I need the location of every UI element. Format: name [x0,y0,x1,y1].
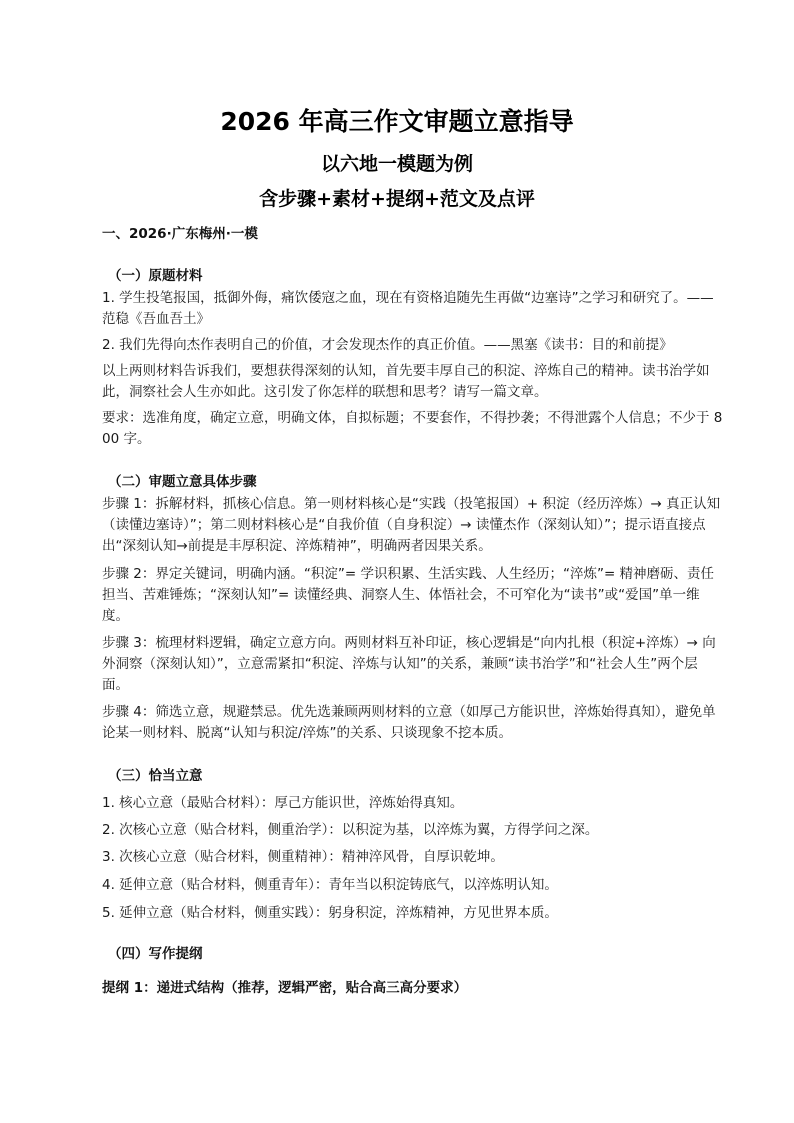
theme-item-5: 5. 延伸立意（贴合材料，侧重实践）：躬身积淀，淬炼精神，方见世界本质。 [102,905,558,921]
step-4-text: 步骤 4：筛选立意，规避禁忌。优先选兼顾两则材料的立意（如厚己方能识世，淬炼始得真知），避免单论某一则材料、脱离“认知与积淀/淬炼”的关系、只谈现象不挖本质。 [102,704,716,741]
subsection-heading-themes: （三）恰当立意 [108,768,203,784]
material-paragraph-1 [102,288,724,330]
step-2-text: 步骤 2：界定关键词，明确内涵。“积淀”= 学识积累、生活实践、人生经历；“淬炼”= 精神磨砺、责任担当、苦难锤炼；“深刻认知”= 读懂经典、洞察人生、体悟社会，不可窄化为“读书”或“爱国”单一维度。 [102,566,715,624]
theme-item-2: 2. 次核心立意（贴合材料，侧重治学）：以积淀为基，以淬炼为翼，方得学问之深。 [102,822,599,838]
prompt-text: 以上两则材料告诉我们，要想获得深刻的认知，首先要丰厚自己的积淀、淬炼自己的精神。读书治学如此，洞察社会人生亦如此。这引发了你怎样的联想和思考？请写一篇文章。 [102,363,710,400]
requirement-paragraph [102,408,724,450]
step-1-paragraph [102,494,724,557]
step-3-paragraph [102,633,724,696]
document-subtitle: 以六地一模题为例 [320,153,473,175]
outline-1-heading: 提纲 1：递进式结构（推荐，逻辑严密，贴合高三高分要求） [102,980,468,996]
theme-item-3: 3. 次核心立意（贴合材料，侧重精神）：精神淬风骨，自厚识乾坤。 [102,849,504,865]
section-heading-1: 一、2026·广东梅州·一模 [102,226,258,242]
theme-item-1: 1. 核心立意（最贴合材料）：厚己方能识世，淬炼始得真知。 [102,795,464,811]
document-title: 2026 年高三作文审题立意指导 [220,107,574,136]
document-subtitle-2: 含步骤+素材+提纲+范文及点评 [259,188,535,210]
material-2-text: 2. 我们先得向杰作表明自己的价值，才会发现杰作的真正价值。——黑塞《读书：目的和前提》 [102,337,673,353]
step-1-text: 步骤 1：拆解材料，抓核心信息。第一则材料核心是“实践（投笔报国）+ 积淀（经历淬炼）→ 真正认知（读懂边塞诗）”；第二则材料核心是“自我价值（自身积淀）→ 读懂杰作（深刻认知）”；提示语直接点出“深刻认知→前提是丰厚积淀、淬炼精神”，明确两者因果关系。 [102,496,721,554]
requirement-text: 要求：选准角度，确定立意，明确文体，自拟标题；不要套作，不得抄袭；不得泄露个人信息；不少于 800 字。 [102,410,723,447]
theme-item-4: 4. 延伸立意（贴合材料，侧重青年）：青年当以积淀铸底气，以淬炼明认知。 [102,877,558,893]
material-1-text: 1. 学生投笔报国，抵御外侮，痛饮倭寇之血，现在有资格追随先生再做“边塞诗”之学习和研究了。——范稳《吾血吾土》 [102,290,714,327]
material-paragraph-2 [102,335,722,356]
step-3-text: 步骤 3：梳理材料逻辑，确定立意方向。两则材料互补印证，核心逻辑是“向内扎根（积淀+淬炼）→ 向外洞察（深刻认知）”，立意需紧扣“积淀、淬炼与认知”的关系，兼顾“读书治学”和“社会人生”两个层面。 [102,635,716,693]
subsection-heading-outline: （四）写作提纲 [108,946,203,962]
prompt-paragraph [102,361,724,403]
subsection-heading-steps: （二）审题立意具体步骤 [108,474,257,490]
step-4-paragraph [102,702,724,744]
step-2-paragraph [102,564,724,627]
subsection-heading-material: （一）原题材料 [108,268,203,284]
